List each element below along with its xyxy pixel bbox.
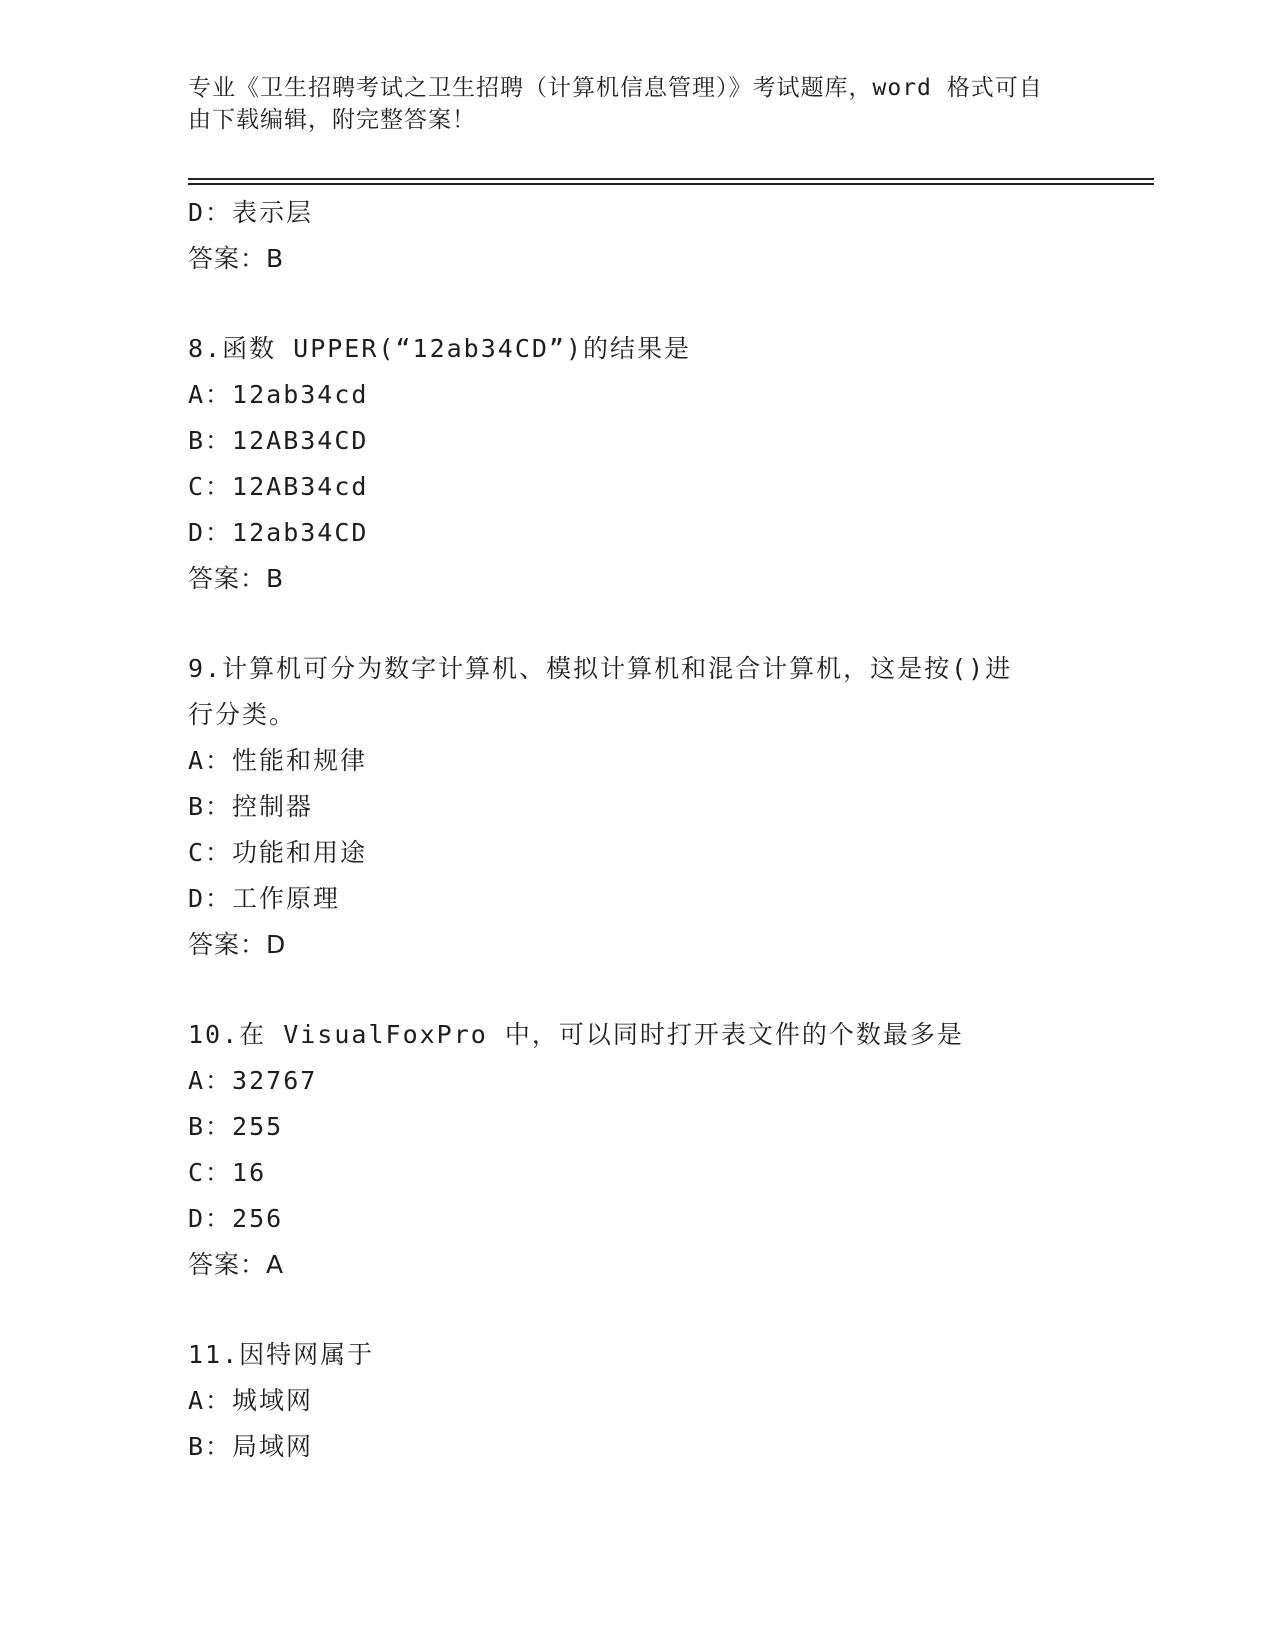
question-10: [188, 1012, 1088, 1288]
option-a: A：32767: [188, 1066, 318, 1095]
header-line-2: 由下载编辑，附完整答案！: [188, 107, 476, 133]
question-stem-line-1: 9.计算机可分为数字计算机、模拟计算机和混合计算机，这是按()进: [188, 654, 1013, 683]
option-b: B：局域网: [188, 1432, 314, 1461]
spacer: [188, 968, 1088, 1012]
question-8: [188, 326, 1088, 602]
question-7-tail: [188, 190, 1088, 282]
header-divider-bottom: [188, 183, 1154, 185]
option-d: D：表示层: [188, 198, 314, 227]
option-a: A：城域网: [188, 1386, 314, 1415]
option-d: D：256: [188, 1204, 284, 1233]
question-list: [188, 190, 1088, 1470]
option-b: B：255: [188, 1112, 284, 1141]
header-divider-top: [188, 178, 1154, 180]
question-stem: 11.因特网属于: [188, 1340, 375, 1369]
option-c: C：功能和用途: [188, 838, 368, 867]
option-b: B：控制器: [188, 792, 314, 821]
spacer: [188, 602, 1088, 646]
answer-line: 答案：B: [188, 244, 285, 273]
question-11: [188, 1332, 1088, 1470]
option-d: D：工作原理: [188, 884, 341, 913]
question-stem-line-2: 行分类。: [188, 700, 297, 729]
option-a: A：12ab34cd: [188, 380, 369, 409]
option-d: D：12ab34CD: [188, 518, 369, 547]
option-a: A：性能和规律: [188, 746, 368, 775]
option-c: C：16: [188, 1158, 267, 1187]
header-line-1: 专业《卫生招聘考试之卫生招聘（计算机信息管理）》考试题库，word 格式可自: [188, 75, 1043, 101]
answer-line: 答案：B: [188, 564, 285, 593]
option-c: C：12AB34cd: [188, 472, 369, 501]
answer-line: 答案：D: [188, 930, 287, 959]
question-stem: 8.函数 UPPER(“12ab34CD”)的结果是: [188, 334, 692, 363]
spacer: [188, 1288, 1088, 1332]
document-header: [188, 72, 1088, 136]
answer-line: 答案：A: [188, 1250, 285, 1279]
option-b: B：12AB34CD: [188, 426, 369, 455]
spacer: [188, 282, 1088, 326]
question-9: [188, 646, 1088, 968]
question-stem: 10.在 VisualFoxPro 中，可以同时打开表文件的个数最多是: [188, 1020, 964, 1049]
